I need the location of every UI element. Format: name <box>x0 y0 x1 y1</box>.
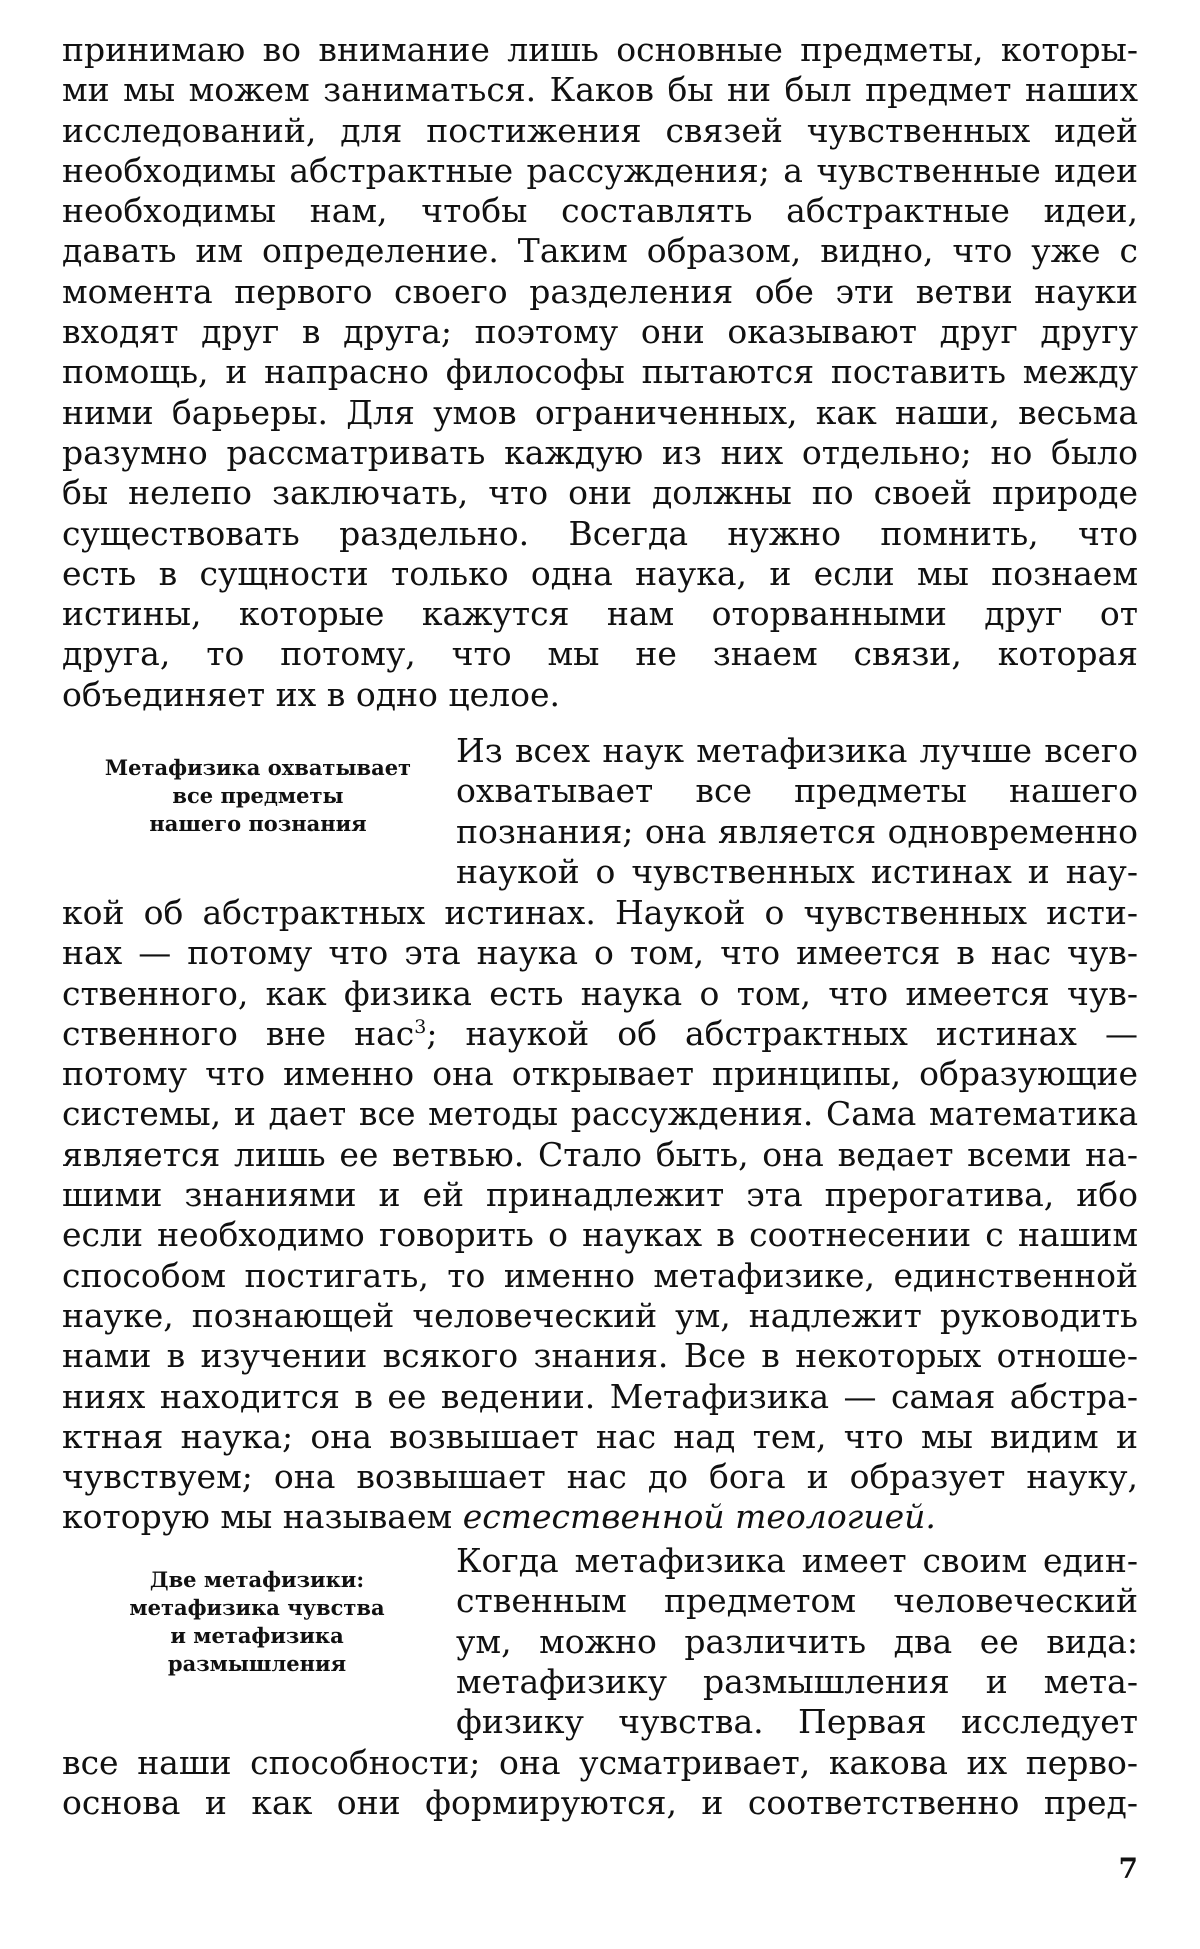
text-line: основа и как они формируются, и соответственно пред- <box>62 1783 1138 1823</box>
text-line: все наши способности; она усматривает, какова их перво- <box>62 1743 1138 1782</box>
text-line: чувствуем; она возвышает нас до бога и образует науку, <box>62 1457 1138 1497</box>
text-line: Из всех наук метафизика лучше всего <box>456 731 1138 770</box>
text-line: ственным предметом человеческий <box>456 1581 1138 1621</box>
text-line: бы нелепо заключать, что они должны по своей природе <box>62 473 1138 513</box>
paragraph-metaphysics-body <box>62 893 1138 1538</box>
text-line: охватывает все предметы нашего <box>456 771 1138 811</box>
text-fragment: которую мы называем <box>62 1497 453 1537</box>
margin-heading-line: размышления <box>167 1651 347 1676</box>
text-fragment: ственного вне нас <box>62 1013 415 1053</box>
text-line: объединяет их в одно целое. <box>62 674 560 714</box>
text-line: ум, можно различить два ее вида: <box>456 1621 1138 1661</box>
text-line: существовать раздельно. Всегда нужно помнить, что <box>62 513 1138 553</box>
margin-heading-line: нашего познания <box>149 811 367 836</box>
margin-heading-line: все предметы <box>172 783 344 808</box>
text-line: метафизику размышления и мета- <box>456 1661 1138 1701</box>
text-line: разумно рассматривать каждую из них отдельно; но было <box>62 432 1138 472</box>
text-line <box>62 1014 1138 1054</box>
text-line: есть в сущности только одна наука, и если мы познаем <box>62 553 1138 593</box>
footnote-reference[interactable]: 3 <box>414 1015 427 1038</box>
text-line: потому что именно она открывает принципы, образующие <box>62 1054 1138 1094</box>
text-line: необходимы абстрактные рассуждения; а чувственные идеи <box>62 150 1138 190</box>
text-line: нах — потому что эта наука о том, что имеется в нас чув- <box>62 933 1138 973</box>
text-line: истины, которые кажутся нам оторванными друг от <box>62 594 1138 634</box>
text-line: ними барьеры. Для умов ограниченных, как наши, весьма <box>62 392 1138 432</box>
text-line: шими знаниями и ей принадлежит эта прерогатива, ибо <box>62 1175 1138 1215</box>
margin-heading-line: Две метафизики: <box>149 1567 365 1592</box>
text-line: ственного, как физика есть наука о том, что имеется чув- <box>62 973 1138 1013</box>
text-line: ниях находится в ее ведении. Метафизика — самая абстра- <box>62 1376 1138 1416</box>
paragraph-two-metaphysics-start <box>456 1541 1138 1742</box>
text-line: если необходимо говорить о науках в соотнесении с нашим <box>62 1215 1138 1255</box>
text-line: входят друг в друга; поэтому они оказывают друг другу <box>62 312 1138 352</box>
paragraph-two-metaphysics-body <box>62 1743 1138 1824</box>
text-line: исследований, для постижения связей чувственных идей <box>62 110 1138 150</box>
text-line: давать им определение. Таким образом, видно, что уже с <box>62 231 1138 271</box>
text-line: ми мы можем заниматься. Каков бы ни был предмет наших <box>62 70 1138 110</box>
text-line: способом постигать, то именно метафизике, единственной <box>62 1255 1138 1295</box>
margin-heading-line: Метафизика охватывает <box>104 755 412 780</box>
text-line: принимаю во внимание лишь основные предметы, которы- <box>62 30 1138 69</box>
text-line: момента первого своего разделения обе эти ветви науки <box>62 271 1138 311</box>
text-line: науке, познающей человеческий ум, надлежит руководить <box>62 1295 1138 1335</box>
text-line: кой об абстрактных истинах. Наукой о чувственных исти- <box>62 893 1138 932</box>
text-line: является лишь ее ветвью. Стало быть, она ведает всеми на- <box>62 1134 1138 1174</box>
text-line: наукой о чувственных истинах и нау- <box>456 851 1138 891</box>
text-line: системы, и дает все методы рассуждения. Сама математика <box>62 1094 1138 1134</box>
margin-heading-two-metaphysics <box>84 1566 430 1678</box>
text-line <box>62 1497 1138 1537</box>
text-line: помощь, и напрасно философы пытаются поставить между <box>62 352 1138 392</box>
margin-heading-line: и метафизика <box>170 1623 344 1648</box>
page-number: 7 <box>1118 1852 1138 1885</box>
italic-term: естественной теологией. <box>462 1497 936 1537</box>
text-fragment: ; наукой об абстрактных истинах — <box>426 1013 1138 1053</box>
margin-heading-metaphysics-scope <box>72 754 444 838</box>
text-line: нами в изучении всякого знания. Все в некоторых отноше- <box>62 1336 1138 1376</box>
text-line: познания; она является одновременно <box>456 811 1138 851</box>
paragraph-metaphysics-start <box>456 731 1138 892</box>
paragraph-intro <box>62 30 1138 715</box>
text-line: ктная наука; она возвышает нас над тем, что мы видим и <box>62 1416 1138 1456</box>
text-line: физику чувства. Первая исследует <box>456 1702 1138 1742</box>
text-line: друга, то потому, что мы не знаем связи, которая <box>62 634 1138 674</box>
text-line: Когда метафизика имеет своим един- <box>456 1541 1138 1580</box>
text-line: необходимы нам, чтобы составлять абстрактные идеи, <box>62 191 1138 231</box>
margin-heading-line: метафизика чувства <box>129 1595 385 1620</box>
